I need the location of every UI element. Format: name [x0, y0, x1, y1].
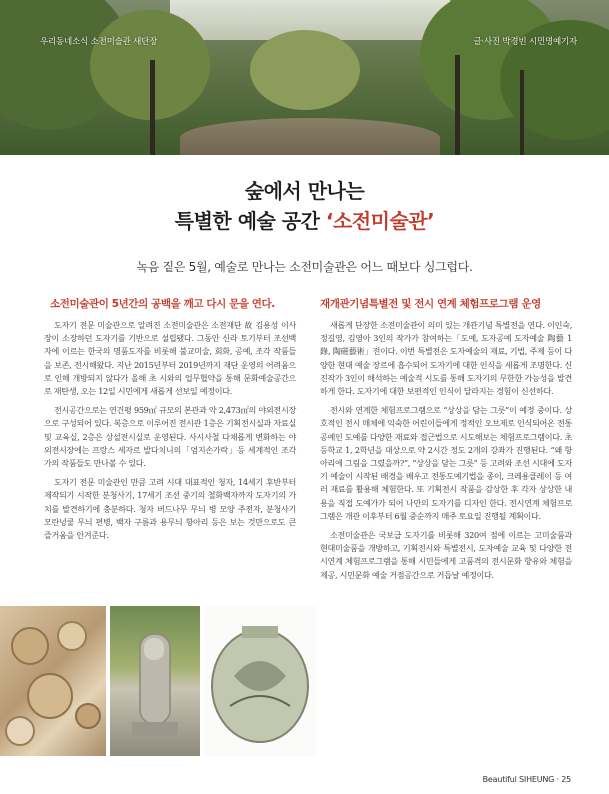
title-line-2-prefix: 특별한 예술 공간 — [174, 209, 326, 233]
left-paragraph-1: 도자기 전문 미술관으로 알려진 소전미술관은 소전재단 故 김용성 이사장이 소장하던 도자기를 기반으로 설립됐다. 그동안 신라 토기부터 조선백자에 이르는 한국의 명품도자를 비롯해 불교미술, 회화, 공예, 조각 작품들을 보존, 전시해왔다. 지난 2015년부터 2019년까지 재단 운영의 어려움으로 인해 개방되지 않다가 올해 초 시와의 업무협약을 통해 문화예술공간으로 재탄생, 오는 12일 시민에게 새롭게 선보일 예정이다. — [44, 320, 296, 397]
forest-path — [180, 118, 440, 155]
tree-canopy — [250, 30, 360, 110]
right-paragraph-1: 새롭게 단장한 소전미술관이 의미 있는 개관기념 특별전을 연다. 이인숙, 정길영, 김영아 3인의 작가가 참여하는「도예, 도자공예 도자예술 陶藝 1 錄, 陶磁藝術」전이다. 이번 특별전은 도자예술의 재료, 기법, 주제 등이 다양한 현대 예술 장르에 흡수되어 도자기에 대한 인식을 새롭게 조명한다. 신진작가 3인이 해석하는 예술적 시도를 통해 도자기의 무한한 가능성을 발견하게 한다. 도자기에 대한 보편적인 인식이 달라지는 경험이 신선하다. — [320, 320, 572, 397]
right-section-heading: 재개관기념특별전 및 전시 연계 체험프로그램 운영 — [320, 298, 541, 310]
tree-trunk — [520, 70, 524, 155]
title-line-1: 숲에서 만나는 — [244, 179, 365, 203]
title-line-2 — [0, 206, 609, 236]
section-tag: 우리동네소식 소전미술관 새단장 — [40, 37, 158, 47]
page-footer: Beautiful SIHEUNG · 25 — [482, 775, 571, 784]
thumb-sculpture-photo — [110, 606, 200, 756]
title-accent: ‘소전미술관’ — [325, 209, 435, 233]
left-paragraph-3: 도자기 전문 미술관인 만큼 고려 시대 대표적인 청자, 14세기 후반부터 제작되기 시작한 분청사기, 17세기 조선 중기의 철화백자까지 도자기의 가치를 발견하기에 충분하다. 청자 버드나무 무늬 병 모양 주전자, 분청사기 모란넝쿨 무늬 편병, 백자 구름과 용무늬 항아리 등은 보는 것만으로도 큰 즐거움을 안겨준다. — [44, 477, 296, 541]
photo-strip — [0, 606, 320, 756]
right-paragraph-3: 소전미술관은 국보급 도자기를 비롯해 320여 점에 이르는 고미술품과 현대미술품을 개방하고, 기획전시와 특별전시, 도자예술 교육 및 다양한 전시연계 체험프로그램을 통해 시민들에게 고품격의 전시문화 향유와 체험을 제공, 시민문화 예술 거점공간으로 거듭날 예정이다. — [320, 530, 572, 580]
photo-credit: 글·사진 박경빈 시민명예기자 — [473, 37, 577, 47]
article-title — [0, 176, 609, 236]
hero-forest-photo — [0, 0, 609, 155]
celadon-jar-photo — [204, 606, 316, 756]
left-paragraph-2: 전시공간으로는 연건평 959㎡ 규모의 본관과 약 2,473㎡의 야외전시장으로 구성되어 있다. 복층으로 이루어진 전시관 1층은 기획전시실과 자료실 및 교육실, 2층은 상설전시실로 운영된다. 사시사철 다채롭게 변화하는 야외전시장에는 프랑스 세자르 발다치니의「엄지손가락」등 세계적인 조각가의 작품들도 만나볼 수 있다. — [44, 405, 296, 469]
left-section-heading: 소전미술관이 5년간의 공백을 깨고 다시 문을 연다. — [50, 298, 275, 310]
tree-trunk — [455, 55, 460, 155]
thumb-sculpture-image — [110, 606, 200, 756]
right-column — [320, 296, 572, 588]
celadon-jar-image — [204, 606, 316, 756]
ceramic-relief-photo — [0, 606, 106, 756]
relief-sculpture-image — [0, 606, 106, 756]
tree-trunk — [150, 60, 155, 155]
left-column — [44, 296, 296, 548]
right-paragraph-2: 전시와 연계한 체험프로그램으로 “상상을 담는 그릇”이 예정 중이다. 상호적인 전시 매체에 익숙한 어린이들에게 정적인 오브제로 인식되어온 전통공예인 도예를 다양한 재료와 접근법으로 시도해보는 체험프로그램이다. 초등학교 1, 2학년을 대상으로 약 2시간 정도 2개의 강좌가 진행된다. “왜 항아리에 그림을 그렸을까?”, “상상을 담는 그릇” 등 고려와 조선 시대에 도자기 예술이 시작된 배경을 배우고 전통도예기법을 종이, 크레용클레이 등 여러 재료를 활용해 체험한다. 또 기획전시 작품을 감상한 후 각자 상상한 내용을 직접 도예가가 되어 나만의 도자기를 디자인 한다. 전시연계 체험프로그램은 개관 이후부터 6월 중순까지 매주 토요일 진행될 계획이다. — [320, 405, 572, 521]
article-subtitle: 녹음 짙은 5월, 예술로 만나는 소전미술관은 어느 때보다 싱그럽다. — [136, 260, 473, 274]
